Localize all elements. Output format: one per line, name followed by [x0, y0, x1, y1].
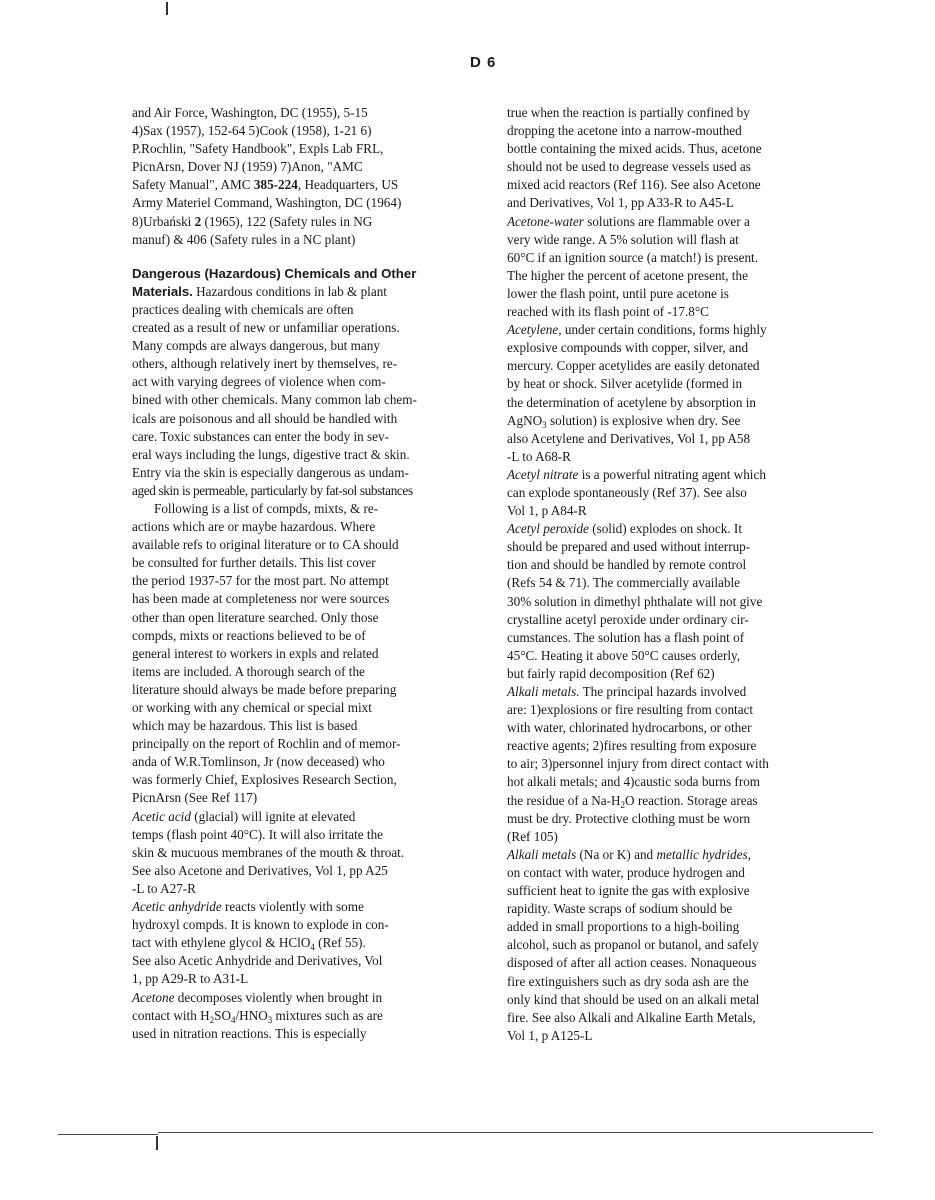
text-line: has been made at completeness nor were sources: [132, 591, 390, 607]
text-line: used in nitration reactions. This is especially: [132, 1025, 367, 1041]
text-line: the residue of a $Na-H_2O$ reaction. Storage areas: [507, 792, 758, 810]
text-line: by heat or shock. Silver acetylide (formed in: [507, 376, 743, 392]
text-line: or working with any chemical or special mixt: [132, 700, 372, 715]
text-line: added in small proportions to a high-boiling: [507, 919, 740, 935]
text-line: hydroxyl compds. It is known to explode in con-: [132, 917, 389, 933]
text-line: -L to A68-R: [507, 448, 571, 464]
text-line: practices dealing with chemicals are often: [132, 301, 354, 317]
text-line: Army Materiel Command, Washington, DC (1964): [132, 195, 402, 211]
text-line: Alkali metals. The principal hazards involved: [507, 684, 747, 699]
text-line: Alkali metals (Na or K) and metallic hydrides,: [507, 846, 751, 862]
top-margin-mark: [166, 2, 168, 15]
text-line: Acetylene, under certain conditions, forms highly: [507, 322, 767, 338]
text-line: Entry via the skin is especially dangerous as undam-: [132, 464, 409, 480]
text-line: rapidity. Waste scraps of sodium should be: [507, 901, 733, 917]
text-line: Many compds are always dangerous, but many: [132, 338, 380, 354]
text-line: (Refs 54 & 71). The commercially available: [507, 575, 741, 591]
text-line: the period 1937-57 for the most part. No attempt: [132, 573, 389, 589]
text-line: bottle containing the mixed acids. Thus, acetone: [507, 141, 762, 157]
section-heading: Dangerous (Hazardous) Chemicals and Other: [132, 265, 417, 281]
text-line: 8)Urbański 2 (1965), 122 (Safety rules in NG: [132, 213, 373, 229]
text-line: are: 1)explosions or fire resulting from contact: [507, 702, 754, 718]
text-line: principally on the report of Rochlin and of memor-: [132, 736, 401, 752]
text-line: very wide range. A 5% solution will flash at: [507, 231, 739, 247]
text-line: lower the flash point, until pure acetone is: [507, 285, 729, 301]
text-line: which may be hazardous. This list is based: [132, 718, 358, 734]
text-line: Acetic anhydride reacts violently with some: [132, 899, 364, 915]
text-line: actions which are or maybe hazardous. Where: [132, 519, 376, 535]
text-line: 1, pp A29-R to A31-L: [132, 971, 249, 987]
text-line: should not be used to degrease vessels used as: [507, 159, 751, 175]
left-column: [132, 104, 498, 1043]
text-line: was formerly Chief, Explosives Research Section,: [132, 772, 397, 788]
text-line: tact with ethylene glycol & HClO$_4$ (Ref 55).: [132, 935, 366, 953]
text-line: Vol 1, p A84-R: [507, 503, 587, 519]
text-line: the determination of acetylene by absorption in: [507, 394, 757, 410]
text-line: can explode spontaneously (Ref 37). See also: [507, 484, 747, 500]
text-line: care. Toxic substances can enter the body in sev-: [132, 428, 389, 444]
text-line: crystalline acetyl peroxide under ordinary cir-: [507, 611, 749, 627]
footer-rule-left: [58, 1134, 158, 1135]
text-line: contact with $H_2SO_4/HNO_3$ mixtures such as are: [132, 1007, 383, 1025]
right-column: [507, 104, 839, 1045]
text-line: Materials. Hazardous conditions in lab & plant: [132, 283, 387, 299]
text-line: and Derivatives, Vol 1, pp A33-R to A45-L: [507, 195, 734, 211]
text-line: Acetone decomposes violently when brought in: [132, 989, 383, 1005]
text-line: with water, chlorinated hydrocarbons, or other: [507, 720, 752, 736]
text-line: Safety Manual", AMC 385-224, Headquarters, US: [132, 177, 399, 193]
text-line: 45°C. Heating it above 50°C causes orderly,: [507, 647, 741, 663]
text-line: Acetyl peroxide (solid) explodes on shock. It: [507, 521, 742, 537]
text-line: Vol 1, p A125-L: [507, 1027, 593, 1043]
text-line: mixed acid reactors (Ref 116). See also Acetone: [507, 177, 761, 193]
text-line: sufficient heat to ignite the gas with explosive: [507, 883, 750, 899]
text-line: 4)Sax (1957), 152-64 5)Cook (1958), 1-21 6): [132, 123, 372, 139]
text-line: See also Acetic Anhydride and Derivatives, Vol: [132, 953, 383, 969]
text-line: Acetyl nitrate is a powerful nitrating agent which: [507, 466, 766, 482]
text-line: created as a result of new or unfamiliar operations.: [132, 320, 400, 336]
text-line: AgNO$_3$ solution) is explosive when dry. See: [507, 412, 741, 430]
text-line: literature should always be made before preparing: [132, 681, 397, 697]
text-line: Acetone-water solutions are flammable over a: [507, 213, 750, 229]
text-line: disposed of after all action ceases. Nonaqueous: [507, 955, 757, 971]
text-line: compds, mixts or reactions believed to be of: [132, 627, 366, 643]
text-line: on contact with water, produce hydrogen and: [507, 864, 745, 880]
bottom-margin-mark: [156, 1136, 158, 1150]
text-line: See also Acetone and Derivatives, Vol 1, pp A25: [132, 862, 388, 878]
text-line: dropping the acetone into a narrow-mouthed: [507, 123, 742, 139]
text-line: true when the reaction is partially confined by: [507, 105, 750, 120]
text-line: PicnArsn (See Ref 117): [132, 790, 258, 806]
footer-rule: [158, 1132, 873, 1133]
text-line: aged skin is permeable, particularly by fat-sol substances: [132, 482, 413, 498]
text-line: reached with its flash point of -17.8°C: [507, 304, 709, 320]
text-line: act with varying degrees of violence when com-: [132, 374, 386, 390]
text-line: but fairly rapid decomposition (Ref 62): [507, 665, 715, 681]
text-line: bined with other chemicals. Many common lab chem-: [132, 392, 417, 408]
text-line: icals are poisonous and all should be handled with: [132, 410, 398, 426]
text-line: manuf) & 406 (Safety rules in a NC plant): [132, 231, 356, 247]
text-line: -L to A27-R: [132, 880, 196, 896]
text-line: Acetic acid (glacial) will ignite at elevated: [132, 808, 356, 824]
text-line: cumstances. The solution has a flash point of: [507, 629, 745, 645]
text-line: Following is a list of compds, mixts, & re-: [154, 500, 379, 516]
text-line: available refs to original literature or to CA should: [132, 537, 399, 553]
text-line: 30% solution in dimethyl phthalate will not give: [507, 593, 763, 609]
text-line: skin & mucuous membranes of the mouth & throat.: [132, 844, 405, 860]
text-line: hot alkali metals; and 4)caustic soda burns from: [507, 774, 761, 790]
text-line: be consulted for further details. This list cover: [132, 555, 376, 571]
text-line: eral ways including the lungs, digestive tract & skin.: [132, 446, 410, 462]
text-line: The higher the percent of acetone present, the: [507, 267, 748, 283]
text-line: must be dry. Protective clothing must be worn: [507, 810, 751, 826]
text-line: should be prepared and used without interrup-: [507, 539, 751, 555]
text-line: tion and should be handled by remote control: [507, 557, 747, 573]
text-line: and Air Force, Washington, DC (1955), 5-15: [132, 105, 368, 120]
text-line: also Acetylene and Derivatives, Vol 1, pp A58: [507, 430, 751, 446]
text-line: only kind that should be used on an alkali metal: [507, 991, 760, 1007]
text-line: other than open literature searched. Only those: [132, 609, 379, 625]
text-line: items are included. A thorough search of the: [132, 663, 365, 679]
text-line: (Ref 105): [507, 828, 558, 844]
text-line: fire extinguishers such as dry soda ash are the: [507, 973, 749, 989]
text-line: 60°C if an ignition source (a match!) is present.: [507, 249, 759, 265]
text-line: mercury. Copper acetylides are easily detonated: [507, 358, 760, 374]
text-line: to air; 3)personnel injury from direct contact with: [507, 756, 769, 772]
text-line: PicnArsn, Dover NJ (1959) 7)Anon, "AMC: [132, 159, 363, 175]
text-line: others, although relatively inert by themselves, re-: [132, 356, 398, 372]
text-line: P.Rochlin, "Safety Handbook", Expls Lab FRL,: [132, 141, 384, 157]
text-line: alcohol, such as propanol or butanol, and safely: [507, 937, 759, 953]
text-line: reactive agents; 2)fires resulting from exposure: [507, 738, 757, 754]
page-number: D 6: [470, 54, 497, 71]
text-line: explosive compounds with copper, silver, and: [507, 340, 749, 356]
text-line: fire. See also Alkali and Alkaline Earth Metals,: [507, 1009, 756, 1025]
text-line: general interest to workers in expls and related: [132, 645, 379, 661]
text-line: anda of W.R.Tomlinson, Jr (now deceased) who: [132, 754, 385, 770]
text-line: temps (flash point 40°C). It will also irritate the: [132, 826, 384, 842]
